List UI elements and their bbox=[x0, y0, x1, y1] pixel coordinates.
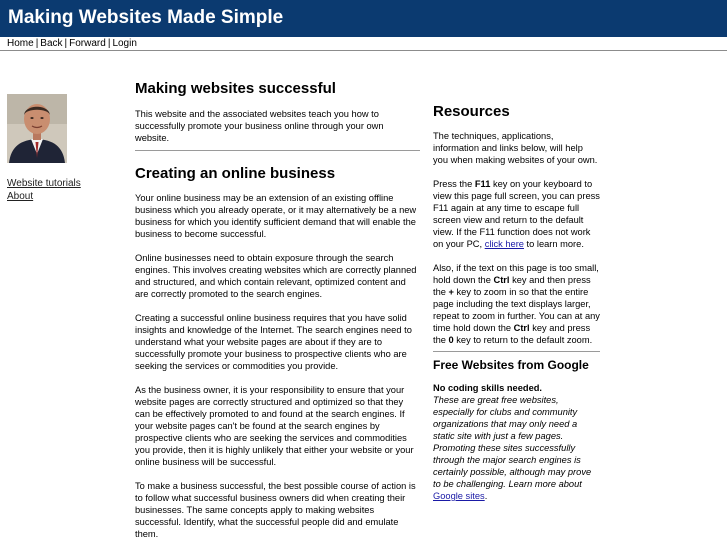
author-photo bbox=[7, 94, 67, 163]
site-title: Making Websites Made Simple bbox=[8, 7, 284, 28]
body-paragraph: Your online business may be an extension of an existing offline business which you already operate, or it may alternatively be a new business for which you identify sufficient demand that will enable the business to become successful. bbox=[135, 193, 417, 239]
section-heading-online-business: Creating an online business bbox=[135, 165, 336, 182]
f11-instructions bbox=[433, 178, 600, 250]
text-fragment: Also, if the text on this page is too small, hold down the bbox=[433, 263, 599, 285]
zero-key-label: 0 bbox=[448, 335, 454, 345]
body-paragraph: As the business owner, it is your responsibility to ensure that your website pages are correctly structured and optimized so that they can be effectively promoted to and found at the search engines. If your website pages can't be found at the search engines by prospective clients who are seeking the services and commodities you provide, then it is highly unlikely that either your website or your online business will be successful. bbox=[135, 385, 414, 467]
google-sites-link[interactable]: Google sites bbox=[433, 491, 485, 501]
section-divider bbox=[433, 351, 600, 352]
section-divider bbox=[135, 150, 420, 151]
main-content bbox=[135, 80, 420, 540]
sidebar-navigation bbox=[7, 177, 81, 203]
text-fragment: to learn more. bbox=[523, 239, 584, 249]
text-fragment: . bbox=[484, 491, 488, 501]
free-websites-description: These are great free websites, especially for clubs and community organizations that may only need a static site with just a few pages. Promoting these sites successfully through the major search engines is certainly possible, although may prove to be challenging. Learn more about bbox=[433, 395, 592, 489]
main-heading: Making websites successful bbox=[135, 80, 336, 97]
no-coding-label: No coding skills needed. bbox=[433, 383, 543, 393]
ctrl-key-label: Ctrl bbox=[493, 275, 510, 285]
resources-intro: The techniques, applications, information and links below, will help you when making websites of your own. bbox=[433, 131, 598, 165]
text-fragment: key to return to the default zoom. bbox=[453, 335, 593, 345]
intro-paragraph: This website and the associated websites teach you how to successfully promote your business online through your own website. bbox=[135, 109, 384, 143]
body-paragraph: Online businesses need to obtain exposure through the search engines. This involves creating websites which are correctly planned and structured, and which contain relevant, optimized content and are correctly promoted to the search engines. bbox=[135, 253, 417, 299]
nav-home-link[interactable]: Home bbox=[7, 38, 34, 49]
sidebar-link-about[interactable]: About bbox=[7, 191, 34, 202]
free-websites-text bbox=[433, 382, 600, 502]
nav-back-link[interactable]: Back bbox=[40, 38, 63, 49]
resources-column bbox=[433, 103, 600, 502]
nav-separator: | bbox=[107, 38, 111, 49]
nav-login-link[interactable]: Login bbox=[112, 38, 137, 49]
zoom-instructions bbox=[433, 262, 600, 346]
text-fragment: key and press the bbox=[433, 323, 591, 345]
nav-separator: | bbox=[35, 38, 39, 49]
nav-forward-link[interactable]: Forward bbox=[69, 38, 106, 49]
text-fragment: key to zoom in so that the entire page including the text displays larger, repeat to zoom in further. You can at any time hold down the bbox=[433, 287, 600, 333]
text-fragment: key and then press the bbox=[433, 275, 591, 297]
top-navigation bbox=[0, 37, 727, 51]
text-fragment: Press the bbox=[433, 179, 475, 189]
author-portrait-image bbox=[7, 94, 67, 163]
click-here-link[interactable]: click here bbox=[484, 239, 524, 249]
plus-key-label: + bbox=[448, 287, 454, 297]
text-fragment: key on your keyboard to view this page full screen, you can press F11 again at any time to escape full screen view and return to the default view. If the F11 function does not work on your PC, bbox=[433, 179, 600, 249]
sidebar-link-website-tutorials[interactable]: Website tutorials bbox=[7, 178, 81, 189]
nav-separator: | bbox=[64, 38, 68, 49]
resources-heading: Resources bbox=[433, 103, 510, 120]
free-websites-heading: Free Websites from Google bbox=[433, 358, 589, 372]
f11-key-label: F11 bbox=[474, 179, 491, 189]
body-paragraph: To make a business successful, the best possible course of action is to follow what successful business owners did when creating their businesses. The same concepts apply to making websites successful. Identify, what the successful people did and emulate them. bbox=[135, 481, 416, 539]
body-paragraph: Creating a successful online business requires that you have solid insights and knowledge of the Internet. The search engines need to understand what your website pages are about if they are to successfully promote your business to prospective clients who are seeking the services or commodities you provide. bbox=[135, 313, 412, 371]
ctrl-key-label: Ctrl bbox=[513, 323, 530, 333]
site-header bbox=[0, 0, 727, 37]
